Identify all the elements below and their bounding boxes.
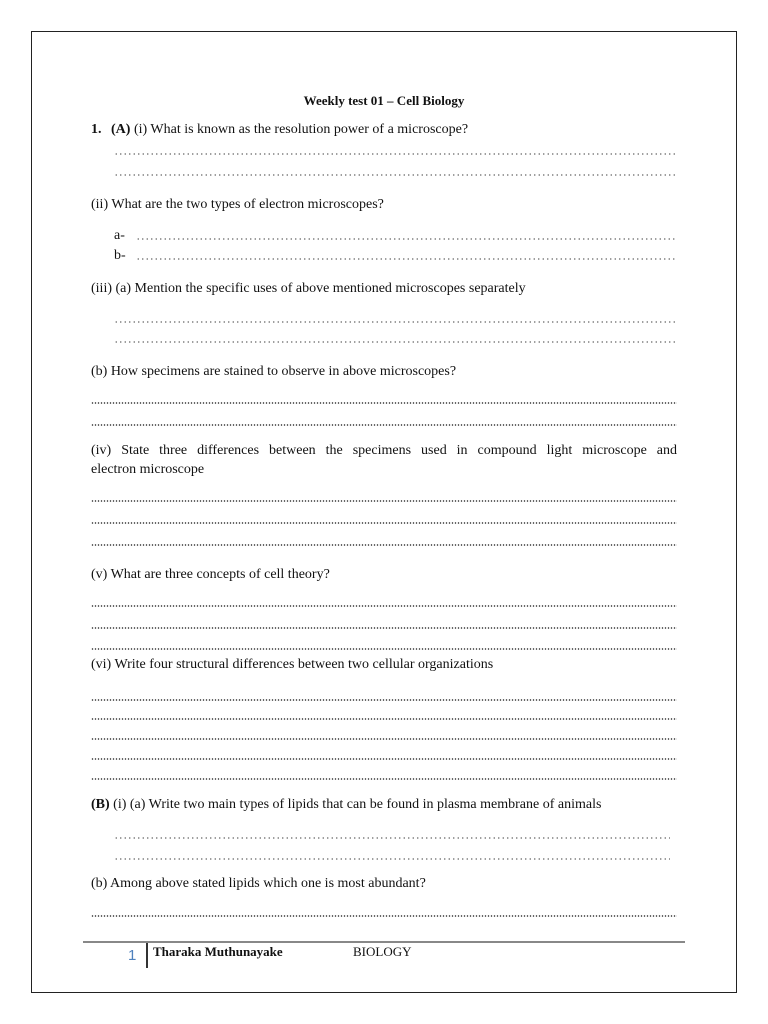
answer-line[interactable] xyxy=(91,424,677,426)
question-1a-i xyxy=(91,122,468,138)
answer-line[interactable] xyxy=(91,738,677,740)
answer-line[interactable] xyxy=(91,758,677,760)
part-b-label: (B) xyxy=(91,797,110,812)
question-number: 1. xyxy=(91,122,102,137)
page-number: 1 xyxy=(128,947,137,964)
question-1a-v: (v) What are three concepts of cell theory? xyxy=(91,567,330,582)
answer-line[interactable] xyxy=(91,500,677,502)
answer-line[interactable] xyxy=(91,522,677,524)
answer-line[interactable] xyxy=(91,402,677,404)
answer-line[interactable] xyxy=(91,627,677,629)
question-1a-vi: (vi) Write four structural differences between two cellular organizations xyxy=(91,657,494,672)
answer-line[interactable] xyxy=(91,718,677,720)
answer-line[interactable] xyxy=(91,915,677,917)
question-1a-iv-line2: electron microscope xyxy=(91,462,205,477)
footer-rule xyxy=(83,941,685,943)
answer-line[interactable] xyxy=(91,605,677,607)
footer-author: Tharaka Muthunayake xyxy=(153,944,283,959)
answer-line[interactable] xyxy=(91,648,677,650)
footer-subject: BIOLOGY xyxy=(353,944,412,959)
answer-line[interactable] xyxy=(136,238,677,240)
question-1b-i-a xyxy=(91,797,601,813)
answer-line[interactable] xyxy=(114,153,677,155)
page-title: Weekly test 01 – Cell Biology xyxy=(303,93,465,108)
answer-line[interactable] xyxy=(91,778,677,780)
answer-line[interactable] xyxy=(114,837,670,839)
answer-line[interactable] xyxy=(114,341,677,343)
question-1a-iii-b: (b) How specimens are stained to observe in above microscopes? xyxy=(91,364,457,379)
option-b-label: b- xyxy=(114,248,126,263)
answer-line[interactable] xyxy=(114,858,670,860)
option-a-label: a- xyxy=(114,228,125,243)
question-1b-i-a-text: (i) (a) Write two main types of lipids that can be found in plasma membrane of animals xyxy=(113,797,602,812)
question-1a-iv-line1: (iv) State three differences between the specimens used in compound light microscope and xyxy=(91,443,677,458)
question-1b-i-b: (b) Among above stated lipids which one is most abundant? xyxy=(91,876,426,891)
question-1a-ii: (ii) What are the two types of electron microscopes? xyxy=(91,197,384,212)
answer-line[interactable] xyxy=(114,321,677,323)
answer-line[interactable] xyxy=(136,258,677,260)
answer-line[interactable] xyxy=(91,699,677,701)
answer-line[interactable] xyxy=(114,174,677,176)
part-a-label: (A) xyxy=(111,122,131,137)
question-1a-i-text: (i) What is known as the resolution power of a microscope? xyxy=(133,122,469,137)
footer-separator xyxy=(146,943,148,968)
question-1a-iii-a: (iii) (a) Mention the specific uses of above mentioned microscopes separately xyxy=(91,281,526,296)
answer-line[interactable] xyxy=(91,544,677,546)
